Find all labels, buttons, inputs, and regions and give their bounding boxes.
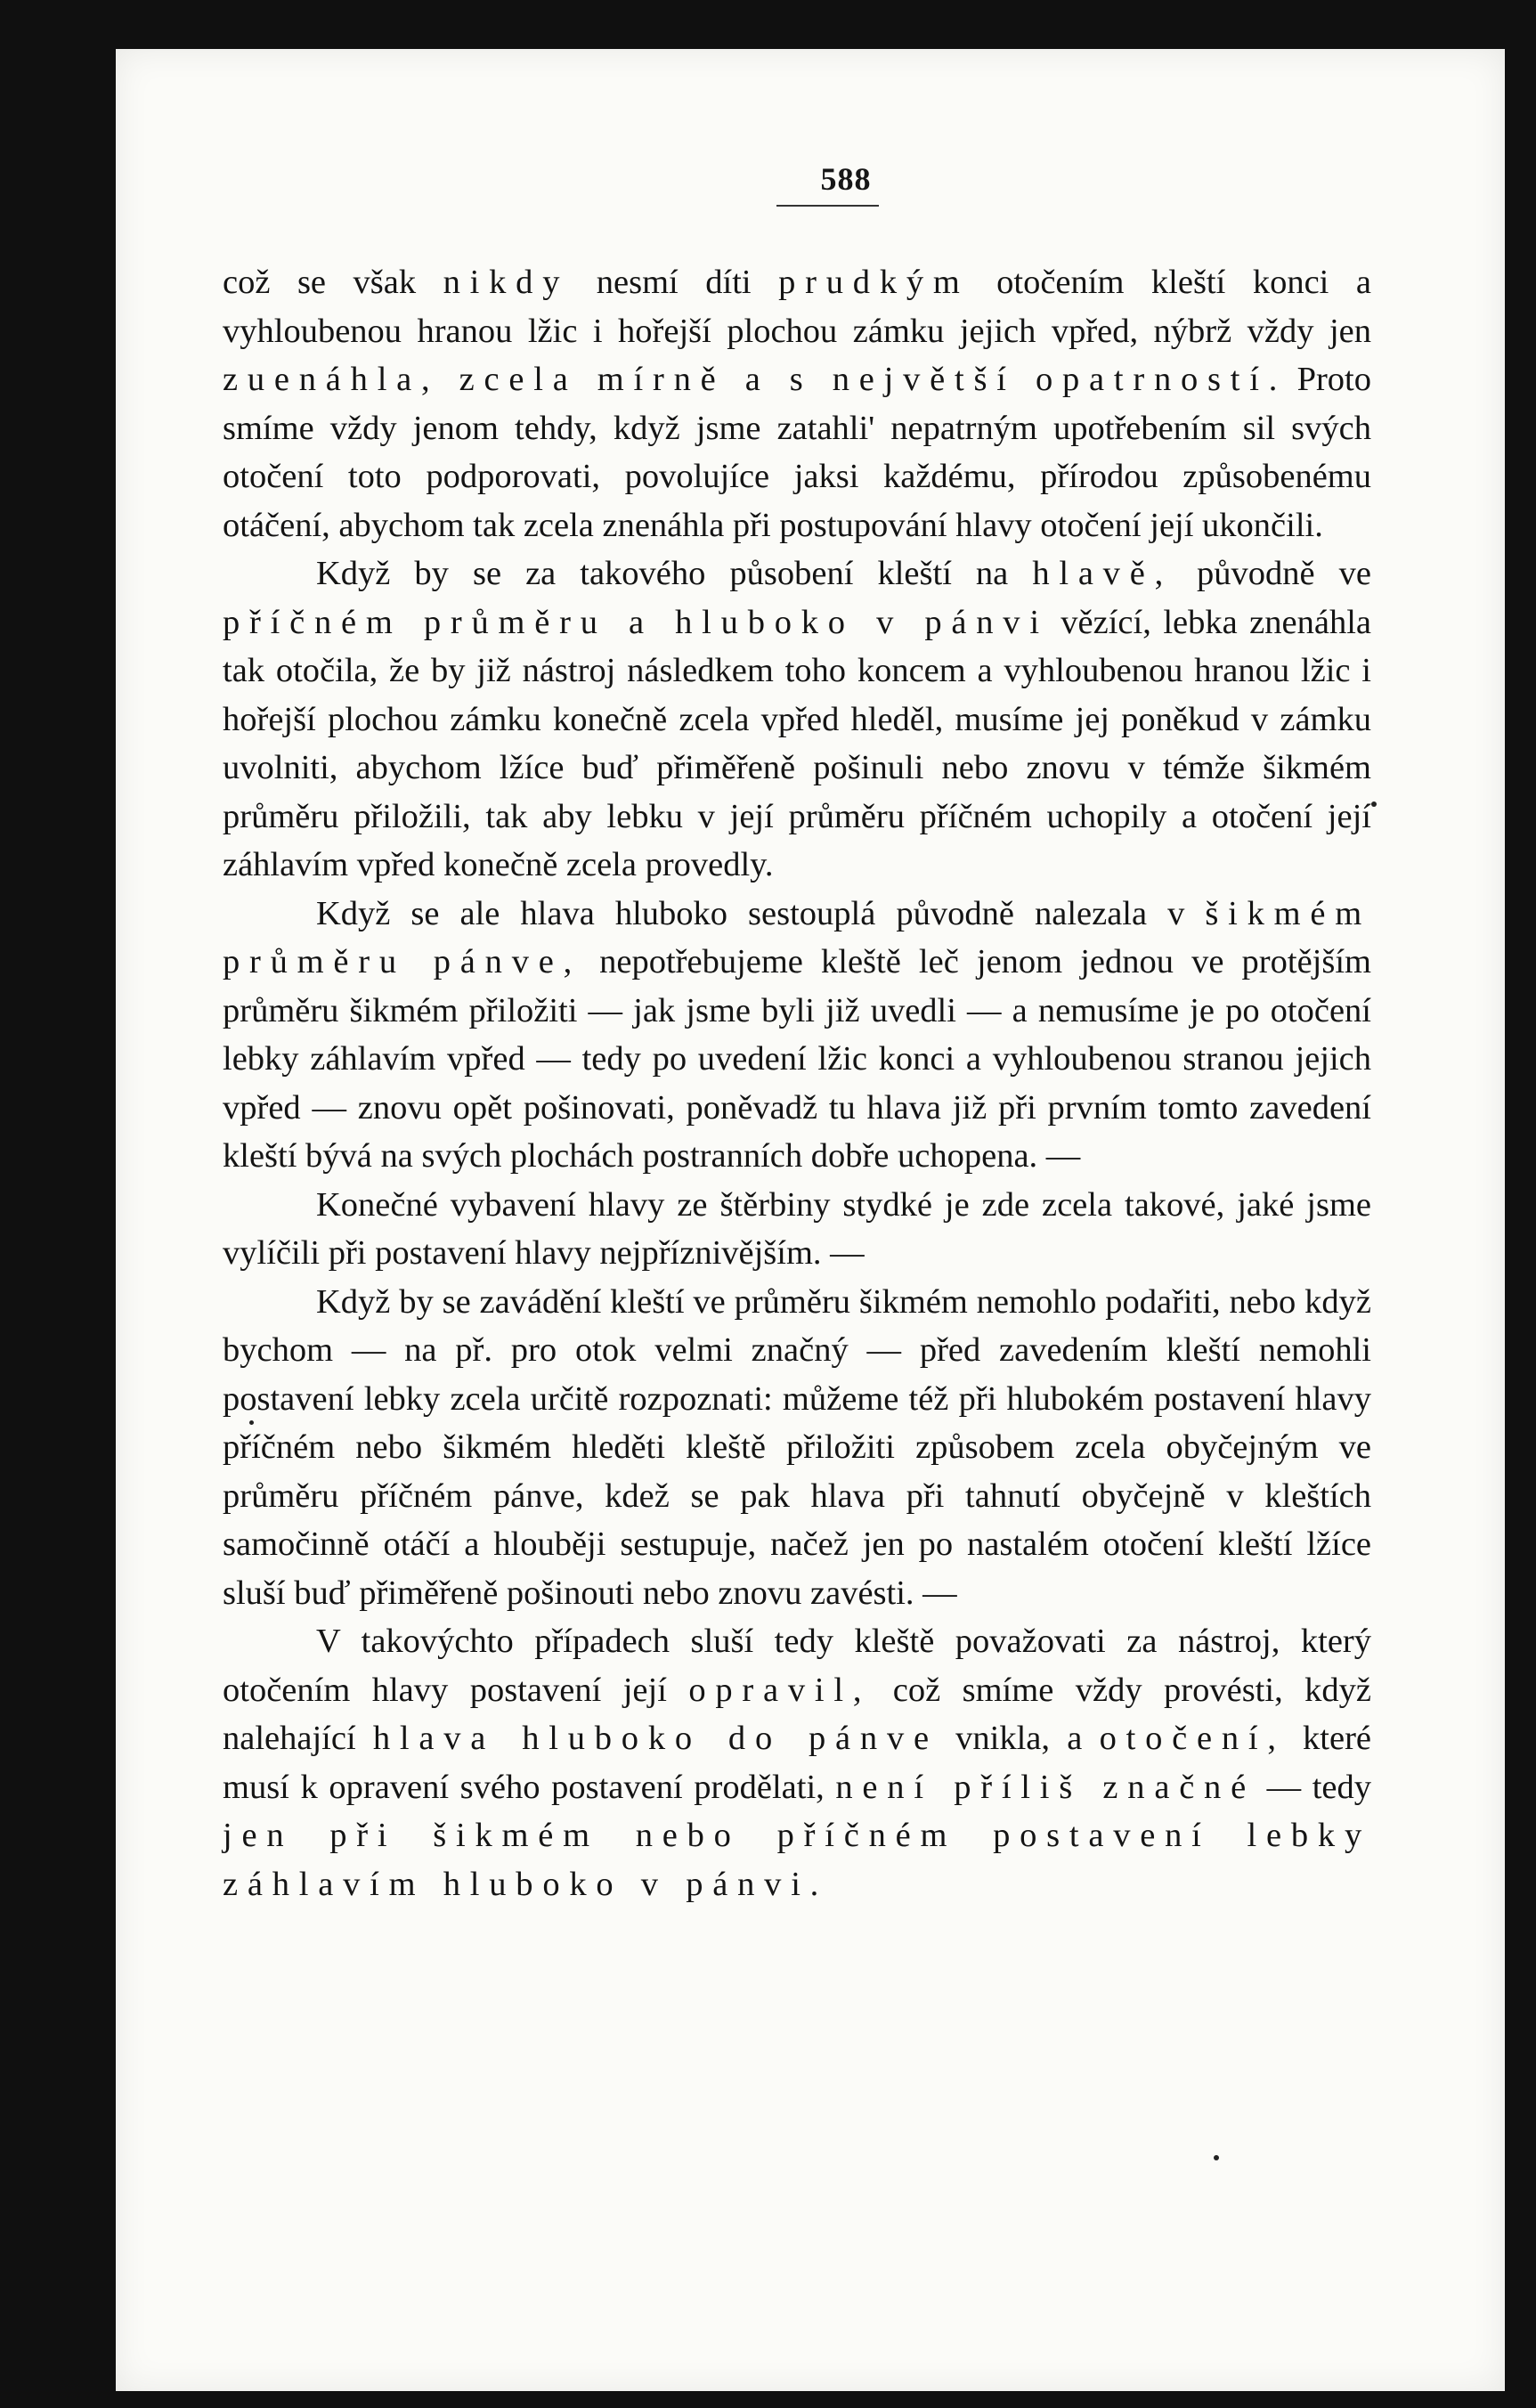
emphasis-spaced: šikmém průměru pánve, [223, 894, 1371, 980]
page-number: 588 [820, 161, 872, 197]
paragraph-2 [223, 549, 1371, 890]
text-run: otočením kleští konci a vyhloubenou hranou lžic i hořejší plochou zámku jejich vpřed, nýbrž vždy jen [223, 264, 1371, 350]
paragraph-4 [223, 1181, 1371, 1278]
emphasis-spaced: prudkým [778, 264, 970, 301]
emphasis-spaced: jen při šikmém nebo příčném postavení lebky záhlavím hluboko v pánvi. [223, 1817, 1371, 1903]
ink-speck [249, 1420, 254, 1425]
paragraph-5 [223, 1278, 1371, 1618]
ink-speck [1371, 801, 1377, 807]
text-run: vězící, lebka znenáhla tak otočila, že by již nástroj následkem toho koncem a vyhloubenou hranou lžic i hořejší plochou zámku konečně zcela vpřed hleděl, musíme jej poněkud v zámku uvolniti, abychom lžíce buď přiměřeně pošinuli nebo znovu v témže šikmém průměru přiložili, tak aby lebku v její průměru příčném uchopily a otočení její záhlavím vpřed konečně zcela provedly. [223, 603, 1371, 883]
text-run: Když by se za takového působení kleští na [316, 555, 1033, 592]
text-run: V takovýchto případech sluší tedy kleště považovati za nástroj, který otočením hlavy postavení její [223, 1623, 1371, 1709]
book-page [116, 49, 1505, 2391]
text-run: což se však [223, 264, 443, 301]
emphasis-spaced: nikdy [443, 264, 570, 301]
text-run: nepotřebujeme kleště leč jenom jednou ve protějším průměru šikmém přiložiti — jak jsme byli již uvedli — a nemusíme je po otočení lebky záhlavím vpřed — tedy po uvedení lžic konci a vyhloubenou stranou jejich vpřed — znovu opět pošinovati, poněvadž tu hlava již při prvním tomto zavedení kleští bývá na svých plochách postranních dobře uchopena. — [223, 943, 1371, 1175]
body-text [223, 258, 1371, 1908]
paragraph-3 [223, 890, 1371, 1181]
text-run: Když by se zavádění kleští ve průměru šikmém nemohlo podařiti, nebo když bychom — na př. pro otok velmi značný — před zavedením kleští nemohli postavení lebky zcela určitě rozpoznati: můžeme též při hlubokém postavení hlavy příčném nebo šikmém hleděti kleště přiložiti způsobem zcela obyčejným ve průměru příčném pánve, kdež se pak hlava při tahnutí obyčejně v kleštích samočinně otáčí a hlouběji sestupuje, načež jen po nastalém otočení kleští lžíce sluší buď přiměřeně pošinouti nebo znovu zavésti. — [223, 1282, 1371, 1612]
text-run: původně ve [1173, 555, 1371, 592]
emphasis-spaced: hlava hluboko do pánve [372, 1720, 939, 1757]
ink-speck [1214, 2155, 1219, 2160]
text-run: — tedy [1255, 1768, 1371, 1806]
emphasis-spaced: hlavě, [1032, 555, 1173, 592]
text-run: vnikla, a [938, 1720, 1100, 1757]
emphasis-spaced: zuenáhla, zcela mírně a s největší opatrností. [223, 361, 1288, 398]
text-run: nesmí díti [569, 264, 779, 301]
paragraph-1 [223, 258, 1371, 549]
emphasis-spaced: není příliš značné [835, 1768, 1256, 1806]
paragraph-6 [223, 1617, 1371, 1908]
emphasis-spaced: otočení, [1099, 1720, 1286, 1757]
text-run: které musí k opravení svého postavení prodělati, [223, 1720, 1372, 1806]
text-run: což smíme vždy provésti, když nalehající [223, 1671, 1371, 1757]
text-run: Když se ale hlava hluboko sestouplá původně nalezala v [316, 894, 1206, 932]
emphasis-spaced: opravil, [688, 1671, 872, 1709]
text-run: Proto smíme vždy jenom tehdy, když jsme zatahli' nepatrným upotřebením sil svých otočení toto podporovati, povolujíce jaksi každému, přírodou způsobenému otáčení, abychom tak zcela znenáhla při postupování hlavy otočení její ukončili. [223, 361, 1371, 544]
page-number-rule [776, 205, 879, 207]
text-run: Konečné vybavení hlavy ze štěrbiny stydké je zde zcela takové, jaké jsme vylíčili při postavení hlavy nejpříznivějším. — [223, 1185, 1371, 1272]
emphasis-spaced: příčném průměru a hluboko v pánvi [223, 603, 1049, 641]
